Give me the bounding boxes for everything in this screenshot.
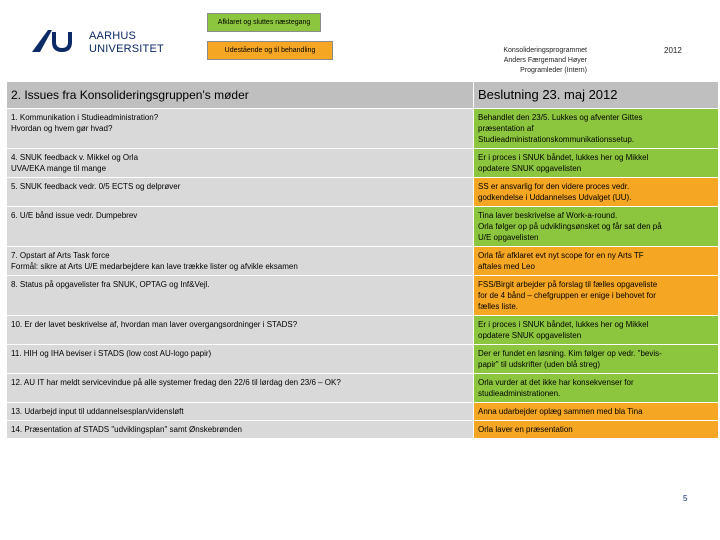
issue-text: Formål: sikre at Arts U/E medarbejdere kan lave trække lister og afvikle eksamen bbox=[11, 262, 298, 271]
issue-text: 7. Opstart af Arts Task force bbox=[11, 251, 110, 260]
decision-text: Er i proces i SNUK båndet, lukkes her og Mikkel bbox=[478, 153, 649, 162]
decision-cell bbox=[474, 247, 718, 275]
decision-text: Orla får afklaret evt nyt scope for en ny Arts TF bbox=[478, 251, 644, 260]
decision-text: for de 4 bånd – chefgruppen er enige i behovet for bbox=[478, 291, 656, 300]
issues-table bbox=[7, 82, 718, 439]
decision-text: Tina laver beskrivelse af Work-a-round. bbox=[478, 211, 618, 220]
decision-cell bbox=[474, 345, 718, 373]
decision-text: Der er fundet en løsning. Kim følger op vedr. "bevis- bbox=[478, 349, 662, 358]
issue-text: 1. Kommunikation i Studieadministration? bbox=[11, 113, 159, 122]
program-info bbox=[462, 46, 587, 76]
issue-cell bbox=[7, 178, 474, 206]
legend-orange: Udestående og til behandling bbox=[207, 41, 333, 60]
decision-text: fælles liste. bbox=[478, 302, 519, 311]
table-row bbox=[7, 247, 718, 276]
table-header-right: Beslutning 23. maj 2012 bbox=[474, 82, 718, 108]
decision-cell bbox=[474, 109, 718, 148]
table-row bbox=[7, 178, 718, 207]
issue-cell bbox=[7, 149, 474, 177]
program-line1: Konsolideringsprogrammet bbox=[503, 47, 587, 54]
aarhus-university-logo bbox=[30, 26, 78, 54]
decision-cell bbox=[474, 374, 718, 402]
program-line3: Programleder (Intern) bbox=[520, 67, 587, 74]
decision-text: godkendelse i Uddannelses Udvalget (UU). bbox=[478, 193, 632, 202]
issue-cell bbox=[7, 316, 474, 344]
table-header-row bbox=[7, 82, 718, 109]
university-name-line2: UNIVERSITET bbox=[89, 43, 164, 55]
decision-text: Er i proces i SNUK båndet, lukkes her og Mikkel bbox=[478, 320, 649, 329]
decision-text: Behandlet den 23/5. Lukkes og afventer Gittes bbox=[478, 113, 643, 122]
table-row bbox=[7, 374, 718, 403]
decision-text: papir" til udskrifter (uden blå streg) bbox=[478, 360, 601, 369]
issue-cell bbox=[7, 421, 474, 438]
issue-text: 4. SNUK feedback v. Mikkel og Orla bbox=[11, 153, 139, 162]
decision-cell bbox=[474, 316, 718, 344]
issue-cell bbox=[7, 247, 474, 275]
university-name bbox=[89, 30, 164, 56]
table-row bbox=[7, 149, 718, 178]
issue-cell bbox=[7, 207, 474, 246]
issue-text: 10. Er der lavet beskrivelse af, hvordan man laver overgangsordninger i STADS? bbox=[11, 320, 298, 329]
issue-cell bbox=[7, 345, 474, 373]
table-row bbox=[7, 207, 718, 247]
decision-text: Anna udarbejder oplæg sammen med bla Tina bbox=[478, 407, 643, 416]
decision-text: præsentation af bbox=[478, 124, 534, 133]
issue-cell bbox=[7, 403, 474, 420]
decision-cell bbox=[474, 276, 718, 315]
issue-cell bbox=[7, 109, 474, 148]
issue-cell bbox=[7, 374, 474, 402]
issue-text: 5. SNUK feedback vedr. 0/5 ECTS og delprøver bbox=[11, 182, 181, 191]
decision-text: SS er ansvarlig for den videre proces vedr. bbox=[478, 182, 630, 191]
issue-text: 6. U/E bånd issue vedr. Dumpebrev bbox=[11, 211, 138, 220]
university-name-line1: AARHUS bbox=[89, 30, 137, 42]
issue-text: 11. HIH og IHA beviser i STADS (low cost AU-logo papir) bbox=[11, 349, 212, 358]
issue-text: 14. Præsentation af STADS "udviklingsplan" samt Ønskebrønden bbox=[11, 425, 242, 434]
decision-text: Studieadministrationskommunikationssetup. bbox=[478, 135, 635, 144]
decision-text: aftales med Leo bbox=[478, 262, 535, 271]
table-header-left: 2. Issues fra Konsolideringsgruppen's møder bbox=[7, 82, 474, 108]
decision-cell bbox=[474, 149, 718, 177]
program-line2: Anders Færgemand Høyer bbox=[503, 57, 587, 64]
table-row bbox=[7, 316, 718, 345]
decision-text: Orla vurder at det ikke har konsekvenser for bbox=[478, 378, 634, 387]
table-row bbox=[7, 345, 718, 374]
decision-text: opdatere SNUK opgavelisten bbox=[478, 331, 582, 340]
table-row bbox=[7, 403, 718, 421]
decision-text: FSS/Birgit arbejder på forslag til fælles opgaveliste bbox=[478, 280, 658, 289]
decision-cell bbox=[474, 421, 718, 438]
issue-text: 13. Udarbejd input til uddannelsesplan/vidensløft bbox=[11, 407, 184, 416]
legend-green: Afklaret og sluttes næstegang bbox=[207, 13, 321, 32]
decision-text: opdatere SNUK opgavelisten bbox=[478, 164, 582, 173]
decision-text: Orla laver en præsentation bbox=[478, 425, 573, 434]
issue-text: Hvordan og hvem gør hvad? bbox=[11, 124, 113, 133]
issue-cell bbox=[7, 276, 474, 315]
decision-text: Orla følger op på udviklingsønsket og får sat den på bbox=[478, 222, 662, 231]
decision-text: studieadministrationen. bbox=[478, 389, 561, 398]
table-row bbox=[7, 421, 718, 439]
page-number: 5 bbox=[683, 494, 688, 503]
issue-text: 8. Status på opgavelister fra SNUK, OPTAG og Inf&Vejl. bbox=[11, 280, 210, 289]
decision-cell bbox=[474, 403, 718, 420]
issue-text: 12. AU IT har meldt servicevindue på alle systemer fredag den 22/6 til lørdag den 23/6 – OK? bbox=[11, 378, 341, 387]
table-row bbox=[7, 276, 718, 316]
year: 2012 bbox=[664, 46, 682, 55]
decision-text: U/E opgavelisten bbox=[478, 233, 539, 242]
decision-cell bbox=[474, 178, 718, 206]
table-row bbox=[7, 109, 718, 149]
issue-text: UVA/EKA mange til mange bbox=[11, 164, 107, 173]
decision-cell bbox=[474, 207, 718, 246]
